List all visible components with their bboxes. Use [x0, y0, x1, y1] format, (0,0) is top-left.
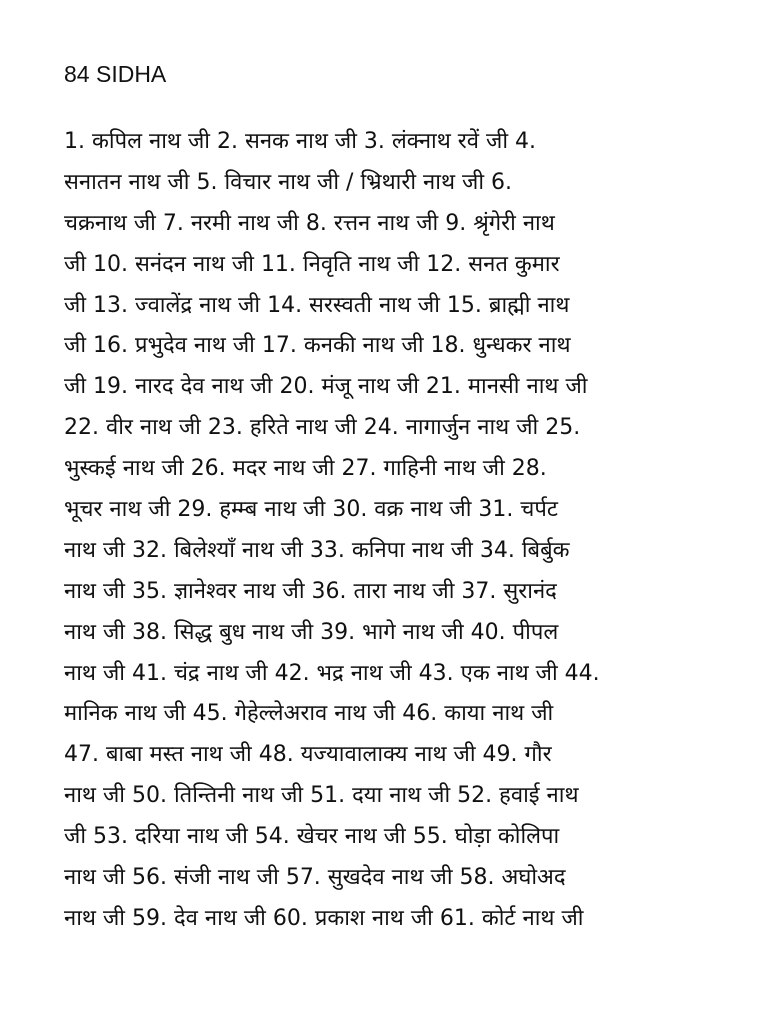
text-line: नाथ जी 50. तिन्तिनी नाथ जी 51. दया नाथ जी 52. हवाई नाथ	[64, 783, 579, 809]
text-line: चक्रनाथ जी 7. नरमी नाथ जी 8. रत्तन नाथ जी 9. श्रृंगेरी नाथ	[64, 210, 555, 236]
text-line: नाथ जी 32. बिलेश्याँ नाथ जी 33. कनिपा नाथ जी 34. बिर्बुक	[64, 537, 570, 563]
text-line: नाथ जी 38. सिद्ध बुध नाथ जी 39. भागे नाथ जी 40. पीपल	[64, 619, 559, 645]
text-line: 22. वीर नाथ जी 23. हरिते नाथ जी 24. नागार्जुन नाथ जी 25.	[64, 415, 581, 441]
text-line: नाथ जी 41. चंद्र नाथ जी 42. भद्र नाथ जी 43. एक नाथ जी 44.	[64, 660, 600, 686]
document-title: 84 SIDHA	[64, 61, 167, 87]
text-line: जी 16. प्रभुदेव नाथ जी 17. कनकी नाथ जी 18. धुन्धकर नाथ	[64, 333, 571, 359]
text-line: जी 13. ज्वालेंद्र नाथ जी 14. सरस्वती नाथ जी 15. ब्राह्मी नाथ	[64, 292, 570, 318]
text-line: भुस्कई नाथ जी 26. मदर नाथ जी 27. गाहिनी नाथ जी 28.	[64, 456, 547, 482]
text-line: जी 53. दरिया नाथ जी 54. खेचर नाथ जी 55. घोड़ा कोलिपा	[64, 824, 560, 850]
text-line: 47. बाबा मस्त नाथ जी 48. यज्यावालाक्य नाथ जी 49. गौर	[64, 742, 552, 768]
text-line: जी 19. नारद देव नाथ जी 20. मंजू नाथ जी 21. मानसी नाथ जी	[64, 374, 588, 400]
text-line: नाथ जी 35. ज्ञानेश्वर नाथ जी 36. तारा नाथ जी 37. सुरानंद	[64, 578, 557, 604]
text-line: नाथ जी 59. देव नाथ जी 60. प्रकाश नाथ जी 61. कोर्ट नाथ जी	[64, 905, 584, 931]
text-line: मानिक नाथ जी 45. गेहेल्लेअराव नाथ जी 46. काया नाथ जी	[64, 701, 554, 727]
document-body	[64, 122, 724, 940]
text-line: नाथ जी 56. संजी नाथ जी 57. सुखदेव नाथ जी 58. अघोअद	[64, 865, 566, 891]
text-line: 1. कपिल नाथ जी 2. सनक नाथ जी 3. लंक्नाथ रवें जी 4.	[64, 129, 537, 154]
text-line: जी 10. सनंदन नाथ जी 11. निवृति नाथ जी 12. सनत कुमार	[64, 251, 560, 277]
text-line: सनातन नाथ जी 5. विचार नाथ जी / भ्रिथारी नाथ जी 6.	[64, 169, 513, 195]
text-line: भूचर नाथ जी 29. हम्म्ब नाथ जी 30. वक्र नाथ जी 31. चर्पट	[64, 497, 558, 523]
